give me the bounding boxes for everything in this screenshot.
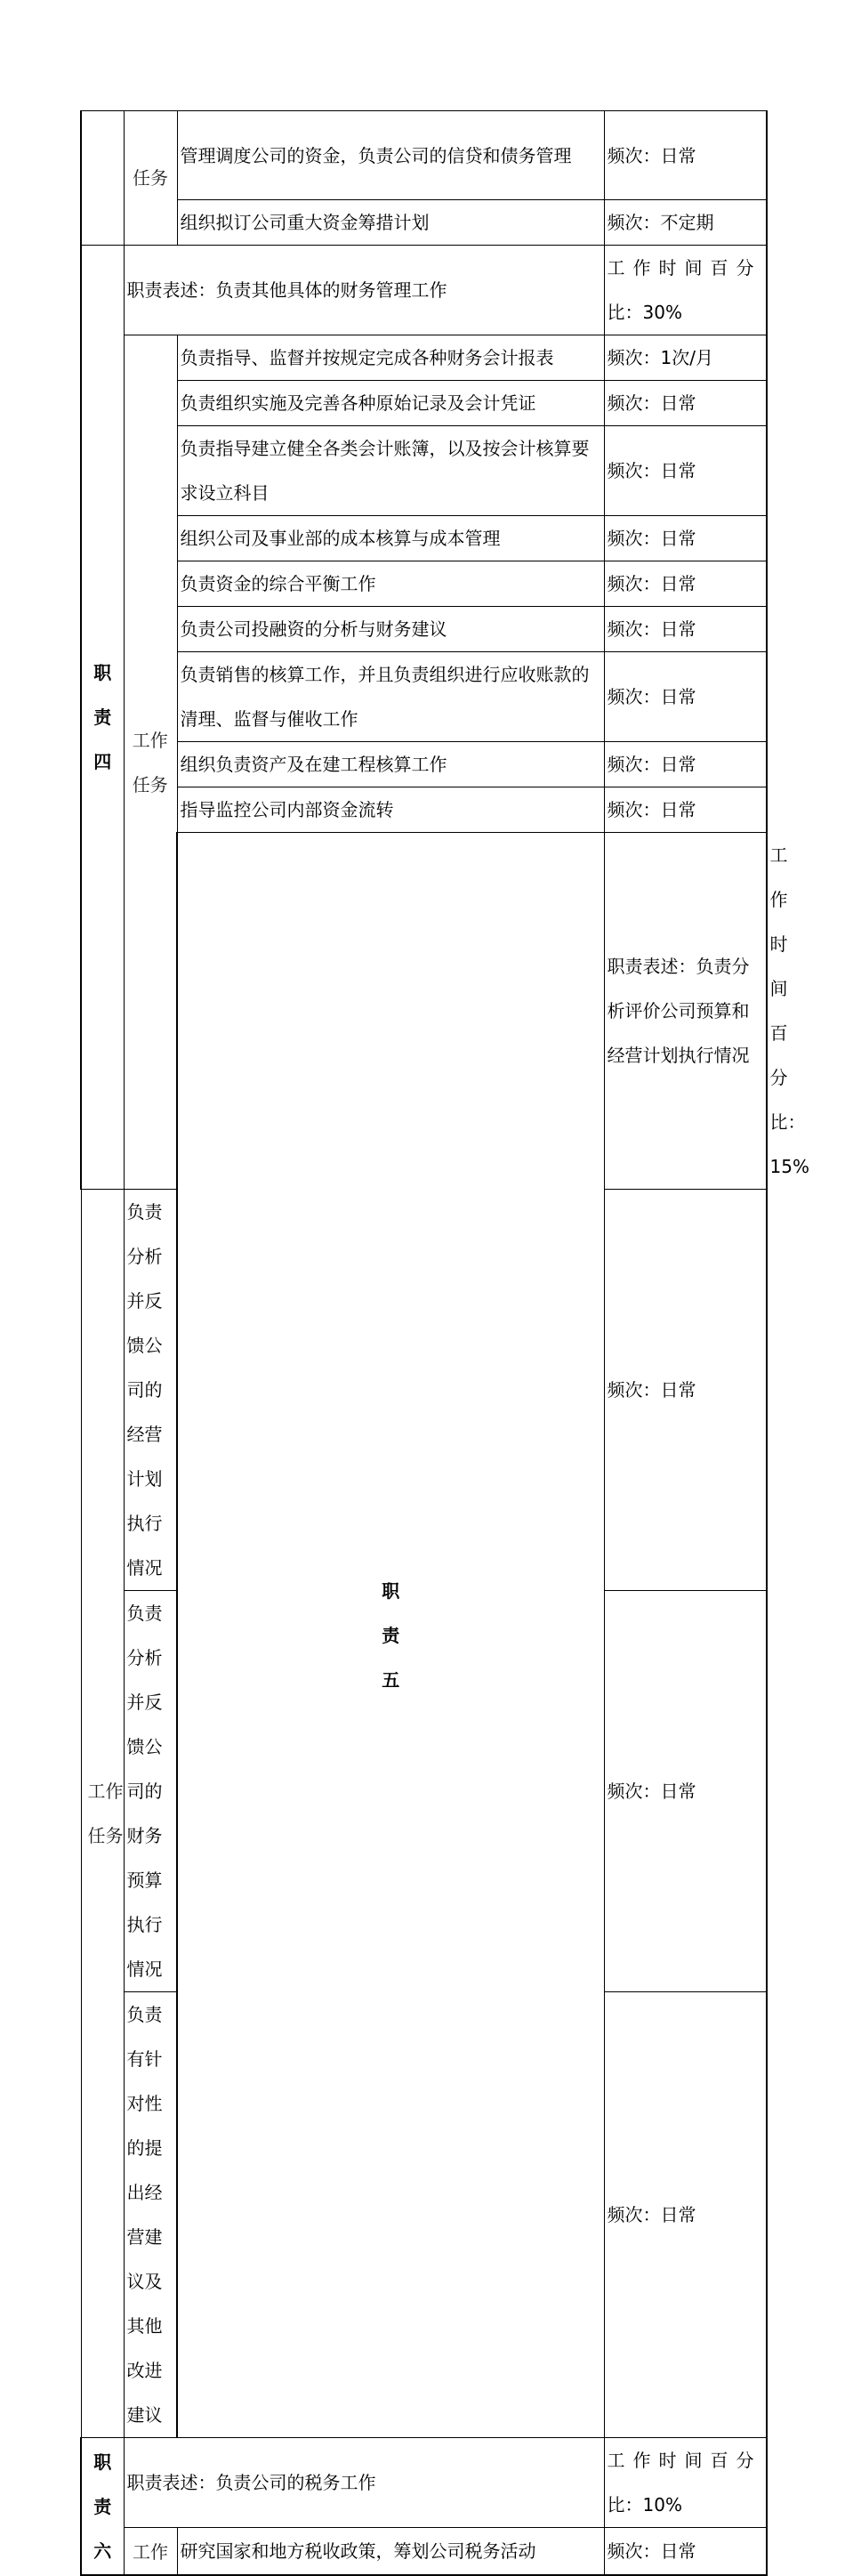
- desc-text: 负责其他具体的财务管理工作: [215, 279, 447, 301]
- duty-label-cell: [177, 833, 604, 2438]
- table-row: [81, 246, 767, 335]
- freq-text: 频次：日常: [607, 2204, 696, 2225]
- task-text: 负责资金的综合平衡工作: [180, 573, 376, 594]
- task-text: 组织拟订公司重大资金筹措计划: [180, 212, 430, 233]
- freq-cell: [604, 742, 767, 787]
- freq-text: 频次：日常: [607, 144, 696, 166]
- freq-cell: [604, 426, 767, 516]
- freq-cell: [604, 1992, 767, 2438]
- table-row: 职责五 职责表述：负责分析评价公司预算和经营计划执行情况 工作时间百分 比：15%: [81, 833, 767, 1190]
- task-text: 研究国家和地方税收政策，筹划公司税务活动: [180, 2540, 536, 2562]
- task-label-cell: [124, 335, 177, 1190]
- duty-label: 职责六: [93, 2451, 112, 2562]
- task-cell: [124, 1992, 177, 2438]
- task-cell: [177, 652, 604, 742]
- task-label-cell: [124, 2528, 177, 2576]
- freq-cell: [604, 1190, 767, 1591]
- freq-cell: [604, 111, 767, 200]
- task-label: 工作任务: [132, 729, 168, 795]
- desc-prefix: 职责表述：: [126, 279, 216, 301]
- task-cell: [124, 1190, 177, 1591]
- duty-table: [80, 110, 809, 2576]
- table-row: [81, 200, 767, 246]
- duty-label-cell: [81, 2438, 124, 2576]
- task-cell: [177, 561, 604, 607]
- task-cell: [177, 742, 604, 787]
- freq-cell: [604, 561, 767, 607]
- time-percent-value: 比：30%: [607, 302, 682, 323]
- freq-cell: [604, 381, 767, 426]
- freq-cell: [604, 1591, 767, 1992]
- table-row: [81, 742, 767, 787]
- table-row: [81, 607, 767, 652]
- freq-cell: [604, 652, 767, 742]
- task-text: 指导监控公司内部资金流转: [180, 799, 394, 820]
- table-row: [81, 787, 767, 833]
- task-cell: [177, 2528, 604, 2576]
- duty-label: 职责五: [382, 1579, 400, 1691]
- freq-text: 频次：日常: [607, 686, 696, 707]
- freq-text: 频次：日常: [607, 460, 696, 481]
- time-percent-value: 比：10%: [607, 2494, 682, 2515]
- table-row: [81, 652, 767, 742]
- task-text: 组织负责资产及在建工程核算工作: [180, 754, 447, 775]
- task-cell: [124, 1591, 177, 1992]
- duty-description: [124, 246, 604, 335]
- freq-text: 频次：日常: [607, 1781, 696, 1802]
- freq-cell: [604, 787, 767, 833]
- freq-cell: [604, 516, 767, 561]
- freq-cell: [604, 607, 767, 652]
- task-text: 负责组织实施及完善各种原始记录及会计凭证: [180, 392, 536, 414]
- freq-text: 频次：日常: [607, 573, 696, 594]
- task-label: 任务: [133, 167, 168, 189]
- task-label: 工作任务: [87, 1781, 124, 1846]
- duty-label-cell: [81, 246, 124, 1190]
- time-percent-cell: [604, 246, 767, 335]
- task-cell: [177, 111, 604, 200]
- table-row: [81, 335, 767, 381]
- task-label: 工作: [133, 2541, 168, 2563]
- task-text: 负责有针对性的提出经营建议及其他改进建议: [126, 2004, 163, 2426]
- duty-description: [124, 2438, 604, 2528]
- task-text: 负责指导建立健全各类会计账簿，以及按会计核算要求设立科目: [180, 438, 590, 504]
- freq-text: 频次：日常: [607, 754, 696, 775]
- time-percent-label: 工作时间百分: [607, 257, 762, 279]
- task-text: 负责公司投融资的分析与财务建议: [180, 618, 447, 640]
- task-text: 负责分析并反馈公司的经营计划执行情况: [126, 1201, 163, 1579]
- table-row: [81, 381, 767, 426]
- desc-text: 负责公司的税务工作: [215, 2472, 376, 2493]
- freq-text: 频次：日常: [607, 799, 696, 820]
- freq-text: 频次：日常: [607, 392, 696, 414]
- task-label-cell: [124, 111, 177, 246]
- freq-cell: [604, 2528, 767, 2576]
- table-row: [81, 2438, 767, 2528]
- freq-cell: [604, 335, 767, 381]
- task-label-cell: [81, 1190, 124, 2438]
- freq-cell: [604, 200, 767, 246]
- freq-text: 频次：不定期: [607, 212, 714, 233]
- duty-label: 职责四: [93, 662, 112, 772]
- table-row: [81, 2528, 767, 2576]
- task-text: 组织公司及事业部的成本核算与成本管理: [180, 528, 501, 549]
- desc-prefix: 职责表述：: [126, 2472, 216, 2493]
- desc-prefix: 职责表述：: [607, 956, 696, 977]
- task-text: 负责销售的核算工作，并且负责组织进行应收账款的清理、监督与催收工作: [180, 664, 590, 730]
- task-cell: [177, 381, 604, 426]
- task-cell: [177, 335, 604, 381]
- task-text: 负责分析并反馈公司的财务预算执行情况: [126, 1603, 163, 1980]
- freq-text: 频次：1次/月: [607, 347, 713, 368]
- duty-description: [604, 833, 767, 1190]
- task-cell: [177, 516, 604, 561]
- desc-text: 负责分析评价公司预算和经营计划执行情况: [607, 956, 750, 1066]
- table-row: [81, 561, 767, 607]
- task-cell: [177, 426, 604, 516]
- task-text: 负责指导、监督并按规定完成各种财务会计报表: [180, 347, 554, 368]
- freq-text: 频次：日常: [607, 618, 696, 640]
- time-percent-label: 工作时间百分: [607, 2450, 762, 2471]
- task-cell: [177, 607, 604, 652]
- table-row: [81, 516, 767, 561]
- duty-label-cell: [81, 111, 124, 246]
- freq-text: 频次：日常: [607, 528, 696, 549]
- task-cell: [177, 200, 604, 246]
- table-row: [81, 426, 767, 516]
- freq-text: 频次：日常: [607, 1379, 696, 1401]
- task-cell: [177, 787, 604, 833]
- table-row: [81, 111, 767, 200]
- freq-text: 频次：日常: [607, 2540, 696, 2562]
- task-text: 管理调度公司的资金，负责公司的信贷和债务管理: [180, 144, 572, 166]
- time-percent-cell: [604, 2438, 767, 2528]
